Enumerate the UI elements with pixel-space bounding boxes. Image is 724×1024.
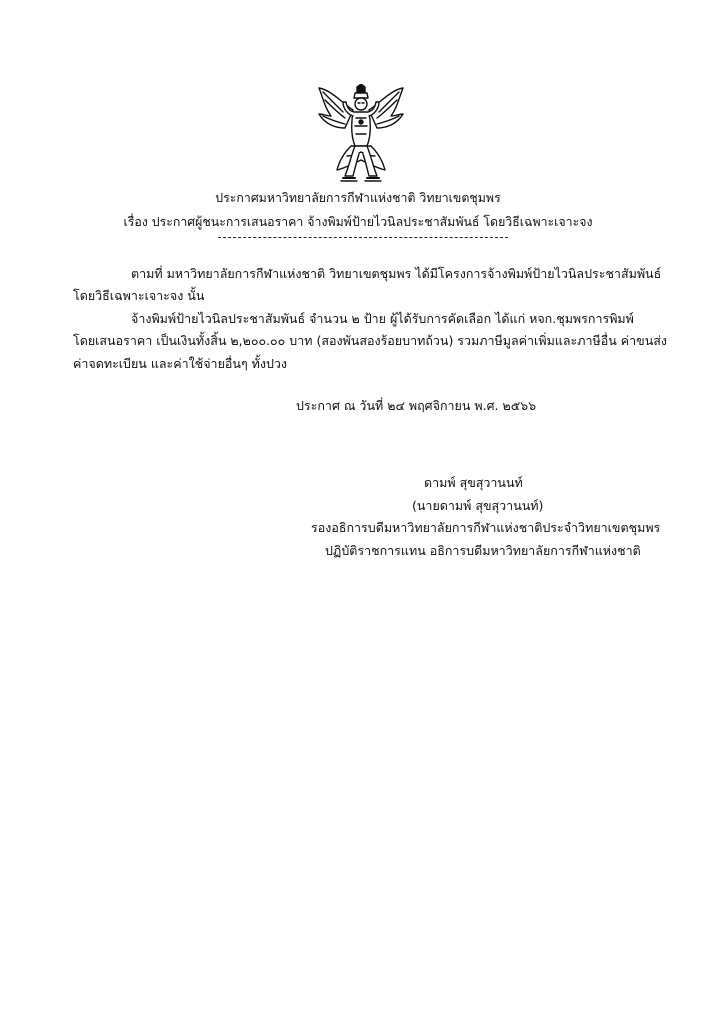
separator-line — [218, 237, 508, 238]
announcement-title: ประกาศมหาวิทยาลัยการกีฬาแห่งชาติ วิทยาเขตชุมพร — [215, 190, 501, 205]
announcement-date: ประกาศ ณ วันที่ ๒๔ พฤศจิกายน พ.ศ. ๒๕๖๖ — [296, 398, 537, 413]
paragraph-2-line-2: โดยเสนอราคา เป็นเงินทั้งสิ้น ๒,๒๐๐.๐๐ บาท (สองพันสองร้อยบาทถ้วน) รวมภาษีมูลค่าเพิ่มและภาษีอื่น ค่าขนส่ง — [73, 333, 667, 348]
garuda-emblem-icon — [313, 84, 409, 184]
paragraph-1-line-1: ตามที่ มหาวิทยาลัยการกีฬาแห่งชาติ วิทยาเขตชุมพร ได้มีโครงการจ้างพิมพ์ป้ายไวนิลประชาสัมพันธ์ — [131, 266, 662, 281]
signer-acting-position: ปฏิบัติราชการแทน อธิการบดีมหาวิทยาลัยการกีฬาแห่งชาติ — [325, 543, 641, 558]
announcement-subject: เรื่อง ประกาศผู้ชนะการเสนอราคา จ้างพิมพ์ป้ายไวนิลประชาสัมพันธ์ โดยวิธีเฉพาะเจาะจง — [123, 214, 593, 229]
signature-name: ดามพ์ สุขสุวานนท์ — [424, 475, 523, 490]
paragraph-2-line-3: ค่าจดทะเบียน และค่าใช้จ่ายอื่นๆ ทั้งปวง — [73, 356, 288, 371]
signer-position: รองอธิการบดีมหาวิทยาลัยการกีฬาแห่งชาติประจำวิทยาเขตชุมพร — [311, 520, 661, 535]
paragraph-1-line-2: โดยวิธีเฉพาะเจาะจง นั้น — [73, 288, 205, 303]
paragraph-2-line-1: จ้างพิมพ์ป้ายไวนิลประชาสัมพันธ์ จำนวน ๒ ป้าย ผู้ได้รับการคัดเลือก ได้แก่ หจก.ชุมพรการพิมพ์ — [131, 311, 634, 326]
signer-full-name: (นายดามพ์ สุขสุวานนท์) — [412, 498, 544, 513]
